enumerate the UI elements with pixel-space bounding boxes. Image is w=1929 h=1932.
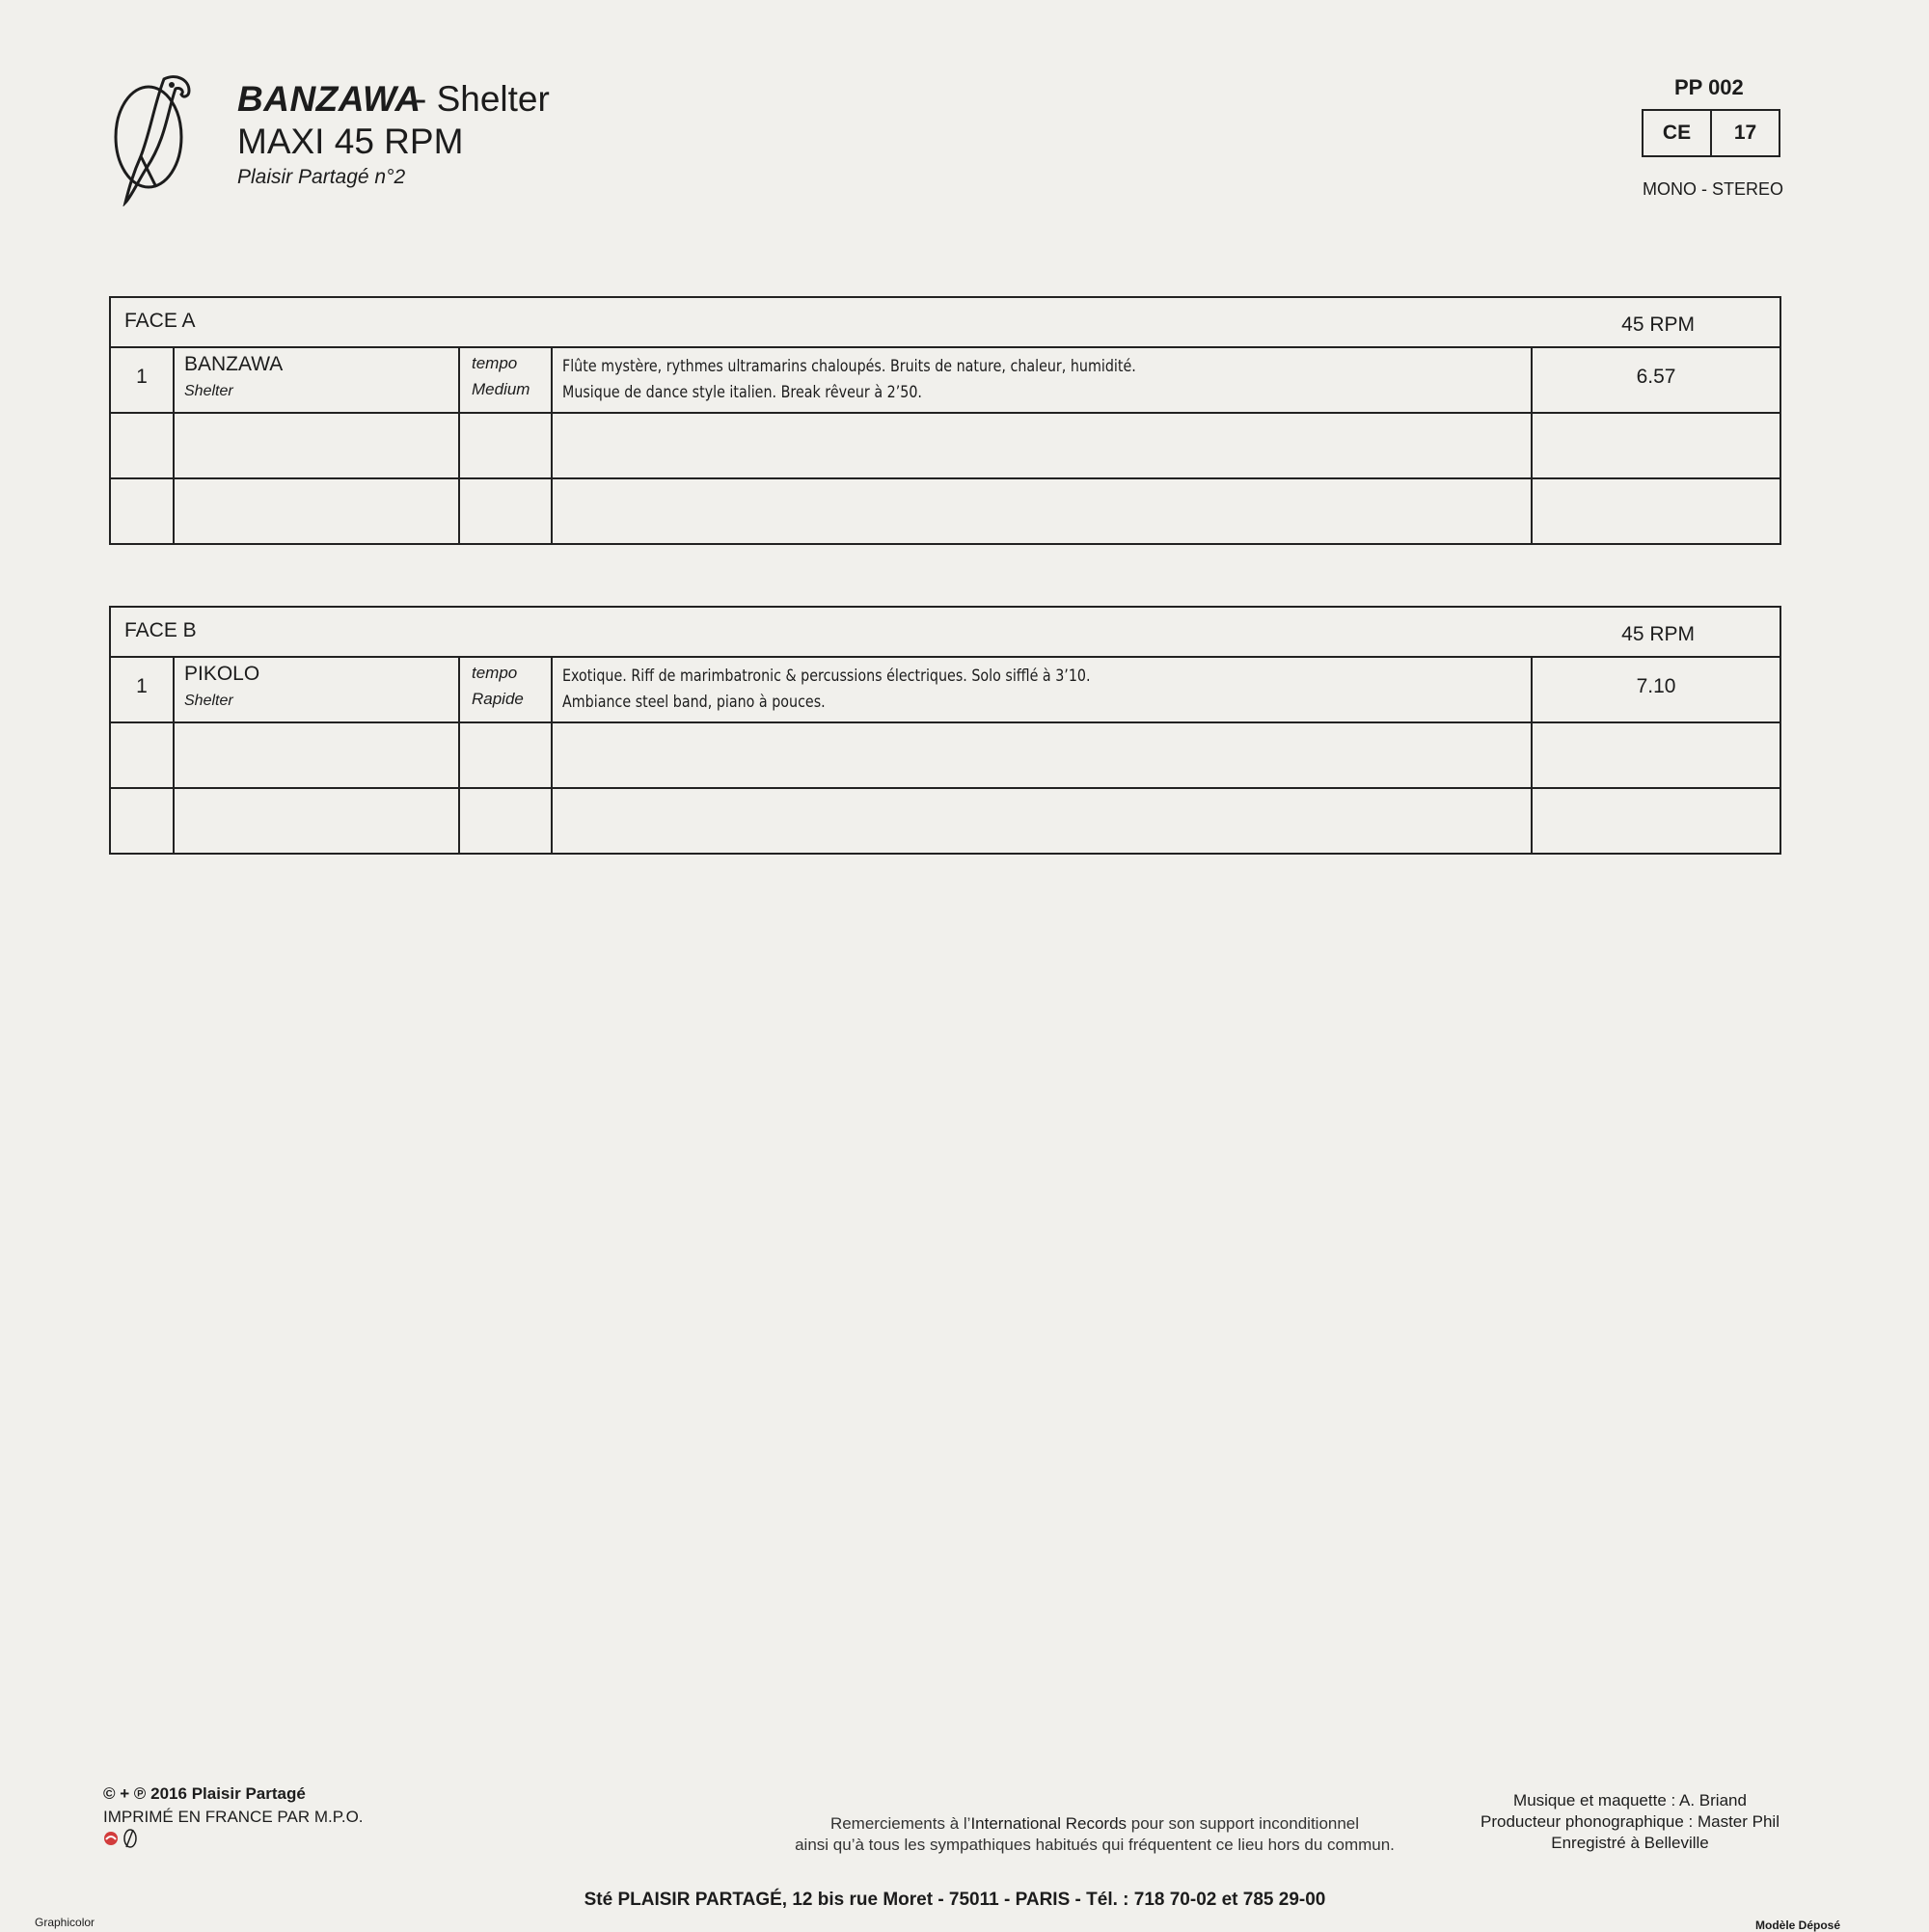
thanks-bold: International Records	[970, 1814, 1128, 1833]
track-description-line: Flûte mystère, rythmes ultramarins chaloupés. Bruits de nature, chaleur, humidité.	[562, 357, 1136, 376]
track-subtitle: Shelter	[184, 383, 233, 399]
table-row	[111, 789, 1780, 853]
company-address: Sté PLAISIR PARTAGÉ, 12 bis rue Moret - 75011 - PARIS - Tél. : 718 70-02 et 785 29-00	[584, 1890, 1326, 1910]
face-b-label: FACE B	[124, 619, 197, 641]
table-row	[111, 348, 1780, 414]
face-b-speed: 45 RPM	[1621, 623, 1695, 645]
ce-label: CE	[1644, 111, 1712, 155]
face-a-speed: 45 RPM	[1621, 313, 1695, 336]
release-format: MAXI 45 RPM	[237, 122, 464, 161]
release-series: Plaisir Partagé n°2	[237, 166, 406, 188]
face-b-header	[111, 608, 1780, 658]
track-duration: 6.57	[1636, 366, 1676, 388]
thanks-pre: Remerciements à l’	[829, 1814, 971, 1833]
thanks-line2: ainsi qu’à tous les sympathiques habitués qui fréquentent ce lieu hors du commun.	[795, 1836, 1395, 1854]
track-number: 1	[136, 366, 148, 388]
copyright: © + ℗ 2016 Plaisir Partagé	[103, 1784, 306, 1803]
track-subtitle: Shelter	[184, 693, 233, 709]
face-a-header	[111, 298, 1780, 348]
tempo-value: Medium	[472, 380, 530, 398]
tempo-value: Rapide	[472, 690, 524, 708]
ce-number: 17	[1733, 122, 1757, 144]
mono-stereo: MONO - STEREO	[1643, 179, 1784, 199]
track-description-line: Ambiance steel band, piano à pouces.	[562, 693, 826, 712]
ce-box	[1642, 109, 1780, 157]
graphicolor: Graphicolor	[35, 1916, 95, 1929]
table-row	[111, 658, 1780, 723]
credit-recorded: Enregistré à Belleville	[1551, 1834, 1709, 1852]
tempo-label: tempo	[472, 664, 518, 682]
artist-name: BANZAWA	[237, 79, 421, 119]
track-description	[562, 664, 1091, 716]
track-number: 1	[136, 675, 148, 697]
release-title: - Shelter	[415, 79, 550, 119]
table-row	[111, 479, 1780, 543]
parrot-icon	[108, 71, 204, 206]
track-duration: 7.10	[1636, 675, 1676, 697]
model-depose: Modèle Déposé	[1755, 1918, 1841, 1932]
credits	[1389, 1790, 1871, 1854]
credit-producer: Producteur phonographique : Master Phil	[1481, 1812, 1780, 1831]
face-a-table	[109, 296, 1781, 545]
catalog-number: PP 002	[1674, 75, 1744, 99]
face-b-table	[109, 606, 1781, 855]
track-description	[562, 354, 1136, 406]
printed-by: IMPRIMÉ EN FRANCE PAR M.P.O.	[103, 1808, 364, 1826]
track-description-line: Exotique. Riff de marimbatronic & percussions électriques. Solo sifflé à 3’10.	[562, 667, 1091, 686]
credit-music: Musique et maquette : A. Briand	[1513, 1791, 1747, 1810]
track-description-line: Musique de dance style italien. Break rêveur à 2’50.	[562, 383, 922, 402]
table-row	[111, 414, 1780, 479]
thanks-post: pour son support inconditionnel	[1127, 1814, 1360, 1833]
label-logos-icon	[103, 1828, 142, 1849]
track-name: PIKOLO	[184, 663, 260, 685]
table-row	[111, 723, 1780, 789]
track-name: BANZAWA	[184, 353, 284, 375]
tempo-label: tempo	[472, 354, 518, 372]
face-a-label: FACE A	[124, 310, 196, 332]
